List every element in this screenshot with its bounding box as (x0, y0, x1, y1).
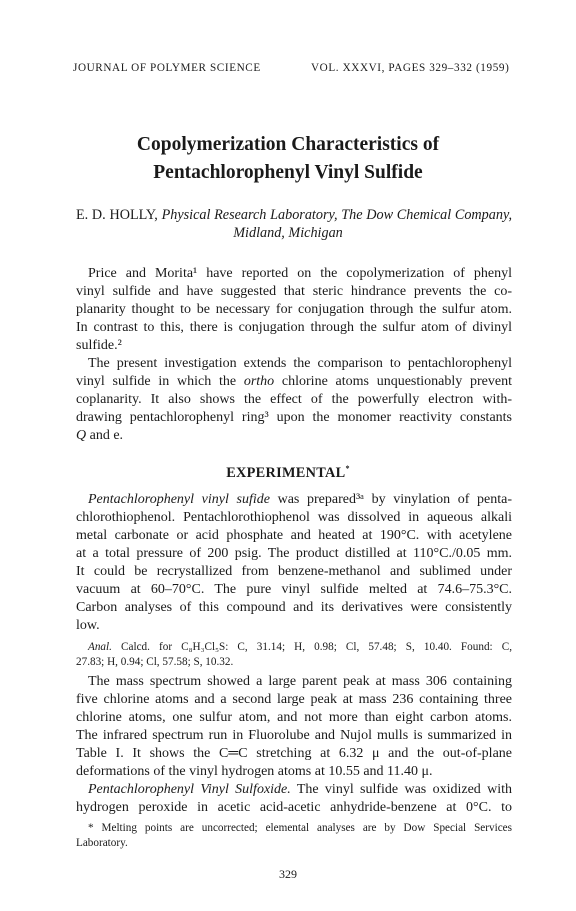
elemental-analysis (76, 640, 512, 670)
experimental-paragraph-1 (76, 491, 512, 635)
text-line: The infrared spectrum run in Fluorolube and Nujol mulls is summarized in (76, 728, 512, 743)
text-line: metal carbonate or acid phosphate and heated at 190°C. with acetylene (76, 528, 512, 543)
text-line: five chlorine atoms and a second large peak at mass 236 containing three (76, 692, 512, 707)
text-line: The mass spectrum showed a large parent peak at mass 306 containing (88, 674, 512, 689)
article-title-line-2: Pentachlorophenyl Vinyl Sulfide (153, 162, 423, 183)
article-title-line-1: Copolymerization Characteristics of (136, 134, 440, 155)
text-line: planarity thought to be necessary for conjugation through the sulfur atom. (76, 302, 512, 317)
text-line: Price and Morita¹ have reported on the copolymerization of phenyl (88, 266, 512, 281)
text-line: deformations of the vinyl hydrogen atoms at 10.55 and 11.40 μ. (76, 764, 433, 779)
footnote (76, 821, 512, 851)
text-line: at a total pressure of 200 psig. The product distilled at 110°C./0.05 mm. (76, 546, 512, 561)
text-line: low. (76, 618, 100, 633)
text-line: * Melting points are uncorrected; elemental analyses are by Dow Special Services (88, 822, 512, 834)
author-line (76, 206, 512, 224)
author-location: Midland, Michigan (233, 225, 343, 241)
text-line: chlorothiophenol. Pentachlorothiophenol was dissolved in aqueous alkali (76, 510, 512, 525)
text-line: The present investigation extends the comparison to pentachlorophenyl (88, 356, 512, 371)
text-line: chlorine atoms, one sulfur atom, and not more than eight carbon atoms. (76, 710, 512, 725)
author-affiliation: Physical Research Laboratory, The Dow Chemical Company, (161, 207, 513, 223)
text-line: Table I. It shows the C═C stretching at 6.32 μ and the out-of-plane (76, 746, 512, 761)
text-line: Laboratory. (76, 837, 128, 849)
text-line: Pentachlorophenyl Vinyl Sulfoxide. The vinyl sulfide was oxidized with (88, 782, 512, 797)
author-name: E. D. HOLLY, (76, 207, 158, 223)
intro-paragraph-1 (76, 265, 512, 355)
page-number: 329 (279, 867, 297, 881)
text-line: It could be recrystallized from benzene-methanol and sublimed under (76, 564, 512, 579)
intro-paragraph-2 (76, 355, 512, 445)
journal-name: JOURNAL OF POLYMER SCIENCE (73, 62, 261, 74)
text-line: vinyl sulfide and have suggested that steric hindrance prevents the co- (76, 284, 512, 299)
experimental-paragraph-2 (76, 673, 512, 781)
text-line: sulfide.² (76, 338, 122, 353)
text-line: vacuum at 60–70°C. The pure vinyl sulfide melted at 74.6–75.3°C. (76, 582, 512, 597)
text-line: Carbon analyses of this compound and its derivatives were consistently (76, 600, 512, 615)
text-line: In contrast to this, there is conjugation through the sulfur atom of divinyl (76, 320, 512, 335)
experimental-paragraph-3 (76, 781, 512, 817)
footnote-mark: * (345, 464, 350, 473)
section-heading-text: EXPERIMENTAL (226, 464, 346, 481)
volume-pages: VOL. XXXVI, PAGES 329–332 (1959) (311, 62, 510, 74)
text-line: coplanarity. It also shows the effect of the powerfully electron with- (76, 392, 512, 407)
text-line: Q and e. (76, 428, 124, 443)
text-line: Pentachlorophenyl vinyl sufide was prepared³ᵃ by vinylation of penta- (88, 492, 512, 507)
text-line: Anal. Calcd. for C₈H₃Cl₅S: C, 31.14; H, 0.98; Cl, 57.48; S, 10.40. Found: C, (88, 641, 512, 653)
text-line: drawing pentachlorophenyl ring³ upon the monomer reactivity constants (76, 410, 512, 425)
text-line: hydrogen peroxide in acetic acid-acetic anhydride-benzene at 0°C. to (76, 800, 512, 815)
section-heading-experimental (0, 464, 576, 482)
text-line: vinyl sulfide in which the ortho chlorine atoms unquestionably prevent (76, 374, 512, 389)
text-line: 27.83; H, 0.94; Cl, 57.58; S, 10.32. (76, 656, 234, 668)
